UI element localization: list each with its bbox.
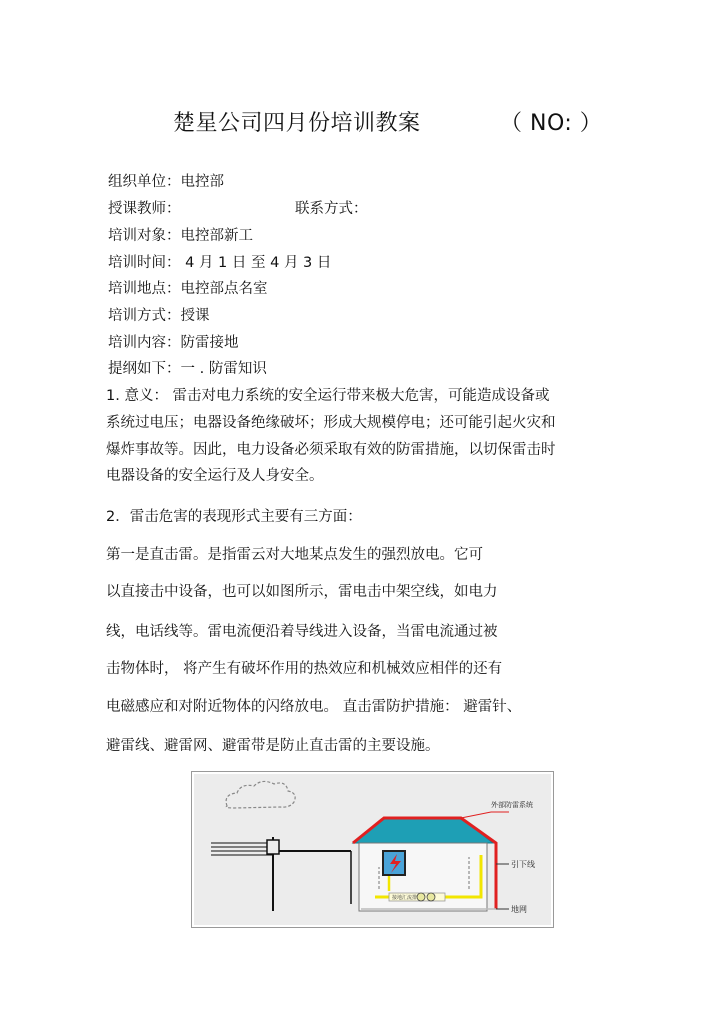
info-org: 组织单位：电控部	[108, 174, 224, 190]
lightning-protection-diagram	[191, 771, 554, 928]
info-outline: 提纲如下：一 . 防雷知识	[108, 361, 267, 377]
label-equipment-bar: 接地汇流排	[392, 895, 418, 901]
info-method: 培训方式：授课	[108, 308, 210, 324]
meaning-line-3: 爆炸事故等。因此，电力设备必须采取有效的防雷措施，以切保雷击时	[106, 442, 556, 458]
meaning-line-2: 系统过电压；电器设备绝缘破坏；形成大规模停电；还可能引起火灾和	[106, 415, 556, 431]
label-down-conductor: 引下线	[511, 860, 535, 869]
info-content: 培训内容：防雷接地	[108, 335, 239, 351]
meaning-line-1: 1. 意义： 雷击对电力系统的安全运行带来极大危害，可能造成设备或	[106, 388, 550, 404]
info-teacher: 授课教师：	[108, 201, 181, 217]
label-outer-system: 外部防雷系统	[491, 801, 533, 809]
direct-line-2: 以直接击中设备，也可以如图所示，雷电击中架空线，如电力	[106, 584, 498, 600]
direct-line-1: 第一是直击雷。是指雷云对大地某点发生的强烈放电。它可	[106, 547, 483, 563]
point-2-heading: 2．雷击危害的表现形式主要有三方面：	[106, 509, 362, 525]
info-contact: 联系方式：	[295, 201, 368, 217]
direct-line-4: 击物体时， 将产生有破坏作用的热效应和机械效应相伴的还有	[106, 661, 503, 677]
direct-line-5: 电磁感应和对附近物体的闪络放电。 直击雷防护措施： 避雷针、	[106, 699, 522, 715]
info-time: 培训时间： 4 月 1 日 至 4 月 3 日	[108, 255, 332, 271]
title-number: （ NO: ）	[500, 111, 603, 136]
title-text: 楚星公司四月份培训教案	[173, 111, 421, 136]
direct-line-3: 线，电话线等。雷电流便沿着导线进入设备，当雷电流通过被	[106, 624, 498, 640]
document-title	[0, 106, 724, 140]
info-target: 培训对象：电控部新工	[108, 228, 253, 244]
meaning-line-4: 电器设备的安全运行及人身安全。	[106, 468, 324, 484]
direct-line-6: 避雷线、避雷网、避雷带是防止直击雷的主要设施。	[106, 738, 440, 754]
info-place: 培训地点：电控部点名室	[108, 281, 268, 297]
label-ground-grid: 地网	[511, 905, 527, 914]
